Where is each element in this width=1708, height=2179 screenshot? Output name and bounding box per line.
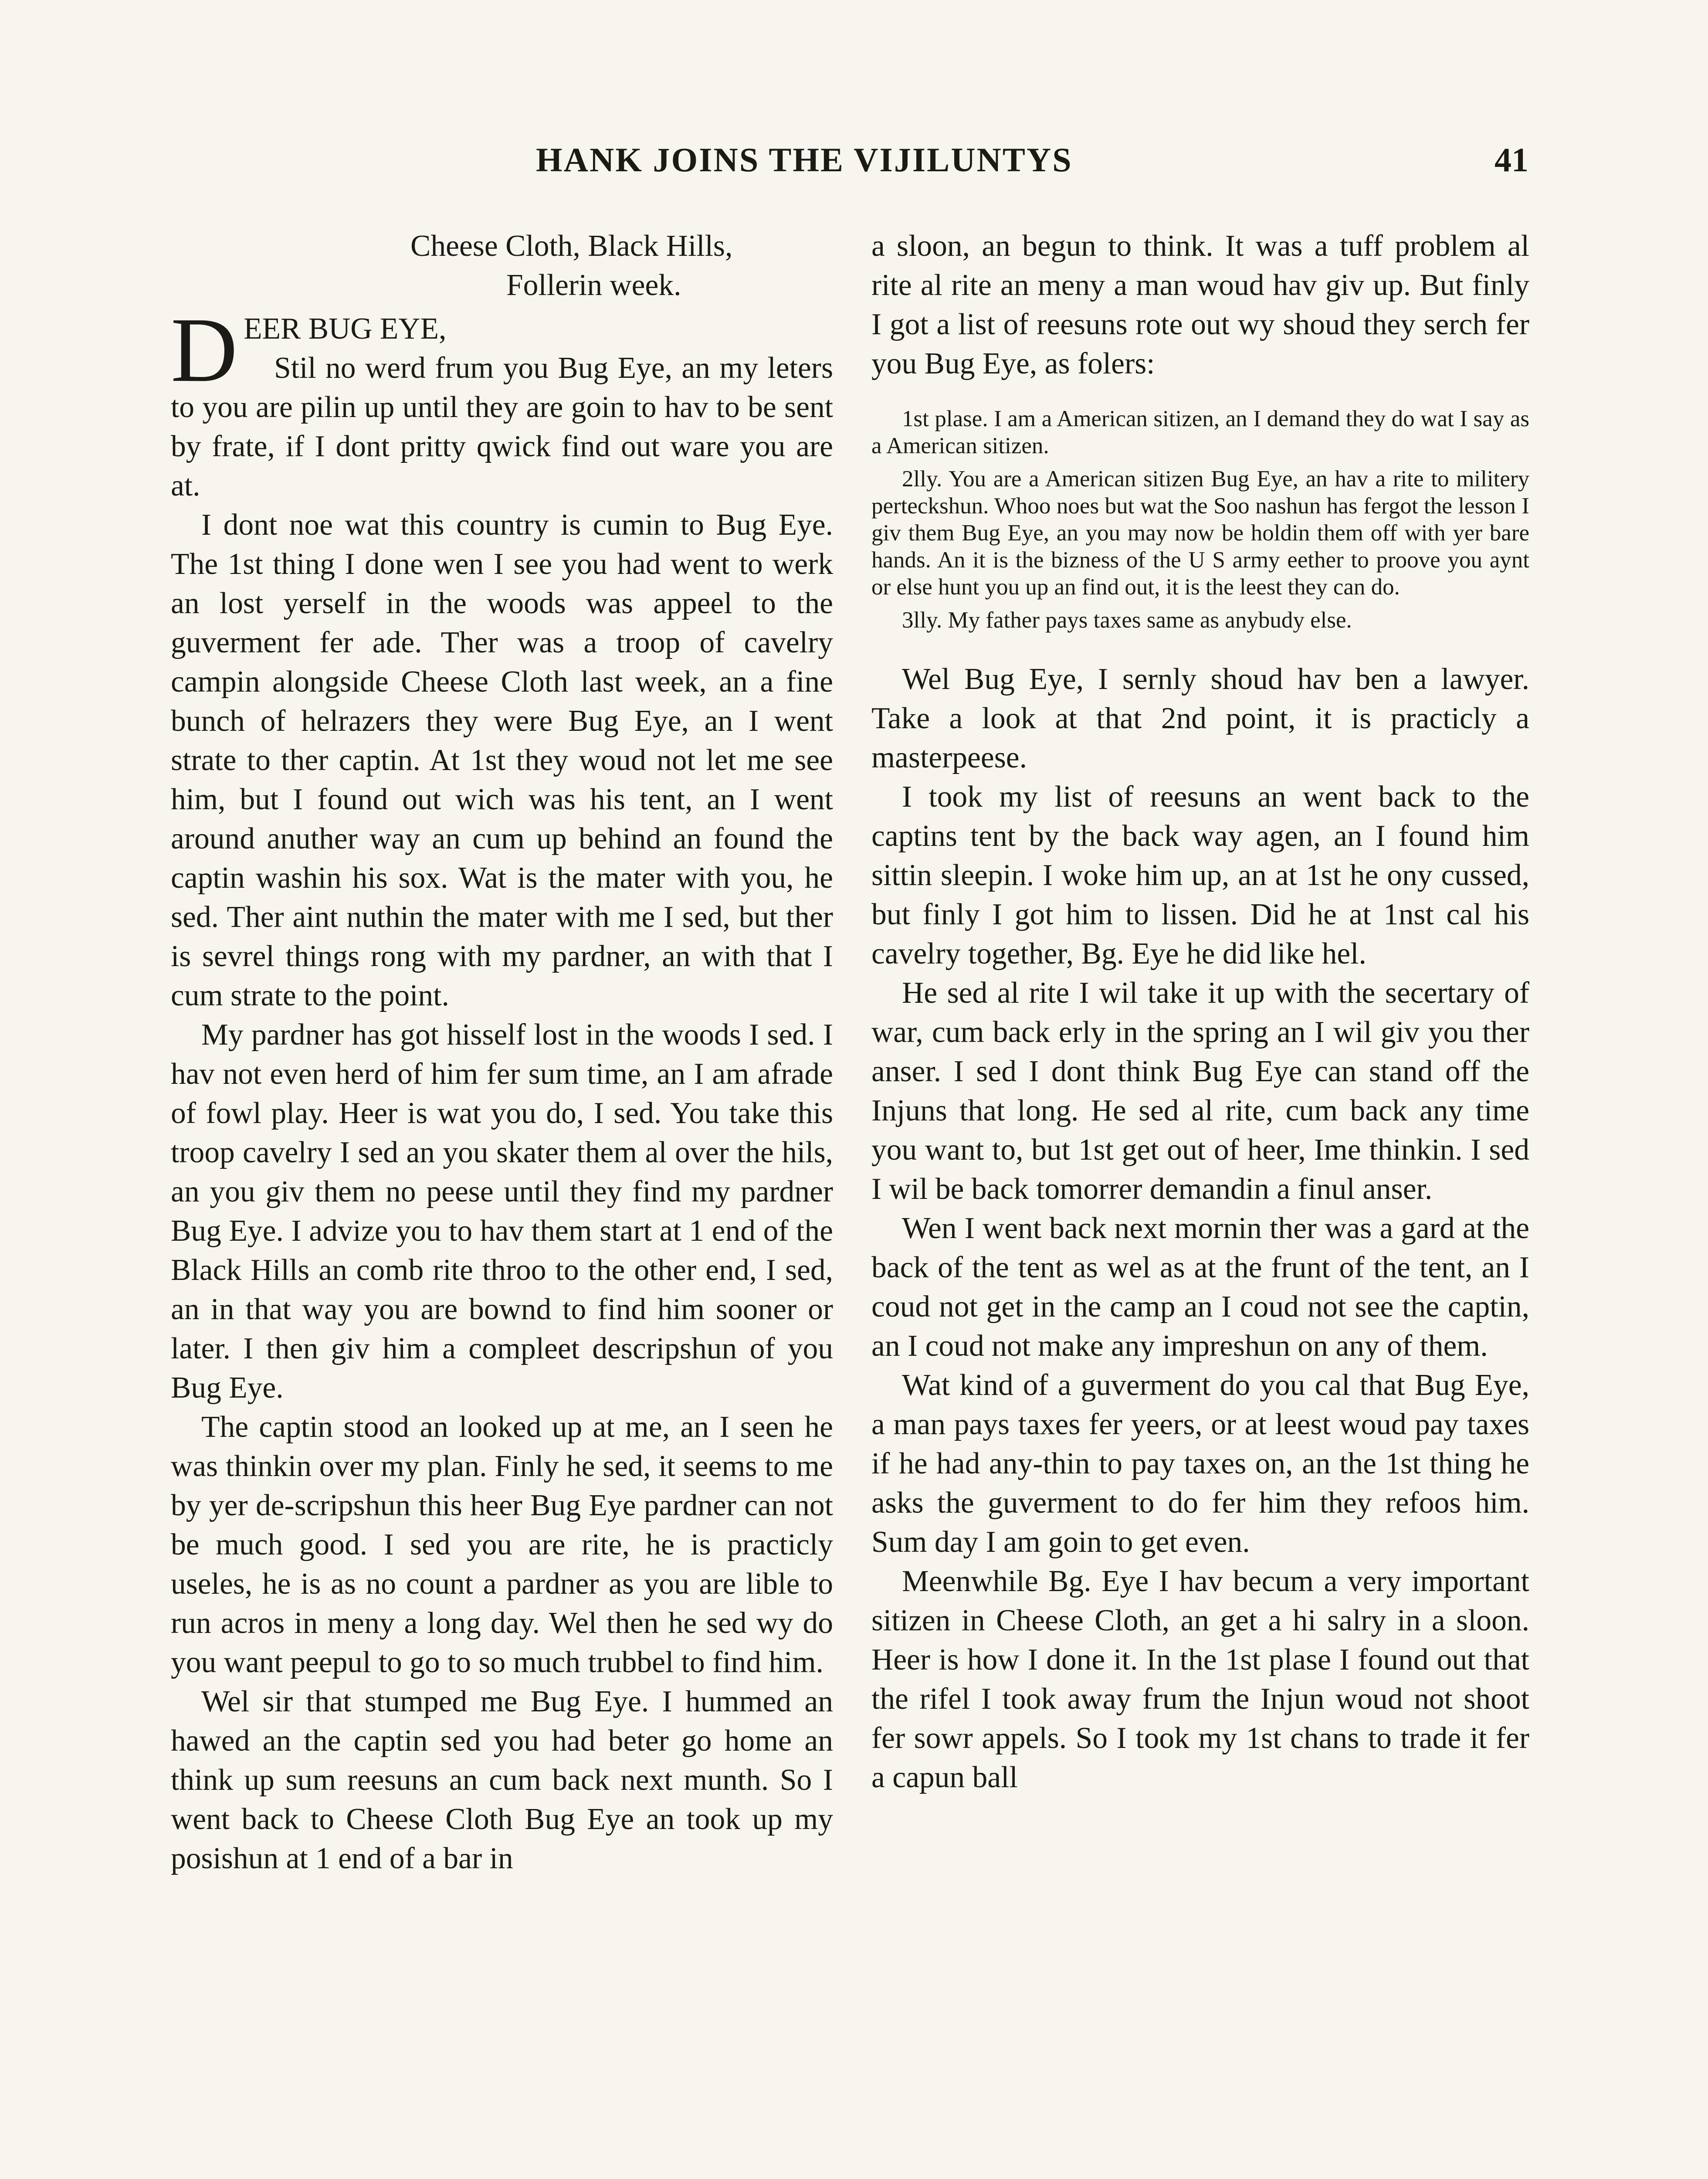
body-paragraph: a sloon, an begun to think. It was a tuff problem al rite al rite an meny a man woud hav giv up. But finly I got a list of reesuns rote out wy shoud they serch fer you Bug Eye, as folers:: [871, 229, 1529, 380]
body-paragraph: Wel Bug Eye, I sernly shoud hav ben a lawyer. Take a look at that 2nd point, it is practicly a masterpeese.: [871, 662, 1529, 774]
body-paragraph: Wel sir that stumped me Bug Eye. I hummed an hawed an the captin sed you had beter go home an think up sum reesuns an cum back next munth. So I went back to Cheese Cloth Bug Eye an took up my posishun at 1 end of a bar in: [171, 1685, 833, 1875]
left-column: [171, 227, 833, 1878]
drop-cap: D: [171, 299, 238, 401]
dateline-place: Cheese Cloth, Black Hills,: [410, 229, 733, 263]
dateline-time: Follerin week.: [506, 268, 681, 302]
reason-item: 2lly. You are a American sitizen Bug Eye, an hav a rite to militery perteckshun. Whoo noes but wat the Soo nashun has fergot the lesson I giv them Bug Eye, an you may now be holdin them off with yer bare hands. An it is the bizness of the U S army eether to proove you aynt or else hunt you up an find out, it is the leest they can do.: [871, 466, 1529, 600]
reason-item: 1st plase. I am a American sitizen, an I demand they do wat I say as a American sitizen.: [871, 406, 1529, 458]
dateline: [171, 227, 833, 305]
body-paragraph: I took my list of reesuns an went back to the captins tent by the back way agen, an I found him sittin sleepin. I woke him up, an at 1st he ony cussed, but finly I got him to lissen. Did he at 1nst cal his cavelry together, Bg. Eye he did like hel.: [871, 780, 1529, 971]
body-paragraph: Wen I went back next mornin ther was a gard at the back of the tent as wel as at the frunt of the tent, an I coud not get in the camp an I coud not see the captin, an I coud not make any impreshun on any of them.: [871, 1212, 1529, 1363]
page-number: 41: [1494, 141, 1528, 179]
reason-item: 3lly. My father pays taxes same as anybudy else.: [902, 608, 1352, 633]
body-paragraph: Meenwhile Bg. Eye I hav becum a very important sitizen in Cheese Cloth, an get a hi salry in a sloon. Heer is how I done it. In the 1st plase I found out that the rifel I took away frum the Injun woud not shoot fer sowr appels. So I took my 1st chans to trade it fer a capun ball: [871, 1565, 1529, 1794]
salutation: [171, 299, 833, 506]
body-paragraph: The captin stood an looked up at me, an I seen he was thinkin over my plan. Finly he sed, it seems to me by yer de-scripshun this heer Bug Eye pardner can not be much good. I sed you are rite, he is practicly useles, he is as no count a pardner as you are lible to run acros in meny a long day. Wel then he sed wy do you want peepul to go to so much trubbel to find him.: [171, 1410, 833, 1679]
running-header-title: HANK JOINS THE VIJILUNTYS: [536, 141, 1073, 179]
body-paragraph: Stil no werd frum you Bug Eye, an my leters to you are pilin up until they are goin to hav to be sent by frate, if I dont pritty qwick find out ware you are at.: [171, 351, 833, 502]
right-column: [871, 227, 1529, 1797]
body-paragraph: He sed al rite I wil take it up with the secertary of war, cum back erly in the spring an I wil giv you ther anser. I sed I dont think Bug Eye can stand off the Injuns that long. He sed al rite, cum back any time you want to, but 1st get out of heer, Ime thinkin. I sed I wil be back tomorrer demandin a finul anser.: [871, 976, 1529, 1206]
body-paragraph: My pardner has got hisself lost in the woods I sed. I hav not even herd of him fer sum time, an I am afrade of fowl play. Heer is wat you do, I sed. You take this troop cavelry I sed an you skater them al over the hils, an you giv them no peese until they find my pardner Bug Eye. I advize you to hav them start at 1 end of the Black Hills an comb rite throo to the other end, I sed, an in that way you are bownd to find him sooner or later. I then giv him a compleet descripshun of you Bug Eye.: [171, 1018, 833, 1405]
body-paragraph: Wat kind of a guverment do you cal that Bug Eye, a man pays taxes fer yeers, or at leest woud pay taxes if he had any-thin to pay taxes on, an the 1st thing he asks the guverment to do fer him they refoos him. Sum day I am goin to get even.: [871, 1368, 1529, 1559]
reasons-list: [871, 405, 1529, 634]
salutation-text: EER BUG EYE,: [244, 312, 447, 346]
body-paragraph: I dont noe wat this country is cumin to Bug Eye. The 1st thing I done wen I see you had went to werk an lost yerself in the woods was appeel to the guverment fer ade. Ther was a troop of cavelry campin alongside Cheese Cloth last week, an a fine bunch of helrazers they were Bug Eye, an I went strate to ther captin. At 1st they woud not let me see him, but I found out wich was his tent, an I went around anuther way an cum up behind an found the captin washin his sox. Wat is the mater with you, he sed. Ther aint nuthin the mater with me I sed, but ther is sevrel things rong with my pardner, an with that I cum strate to the point.: [171, 508, 833, 1012]
